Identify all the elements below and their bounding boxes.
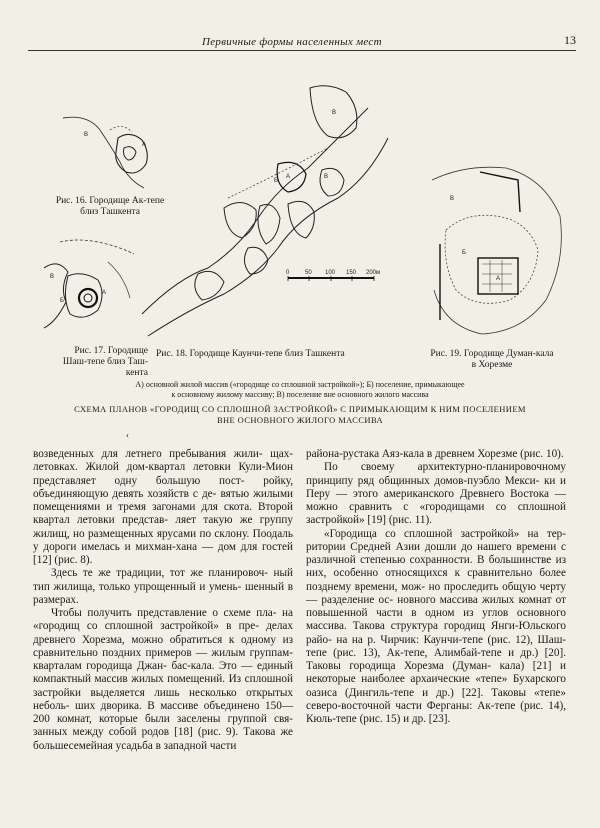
text-line: бас-кала. Это — единый компактный массив <box>33 660 294 686</box>
fig19-label-b: Б <box>462 250 466 256</box>
text-line: Кули-Мион представляет одну большую пост- <box>33 461 293 487</box>
figure-legend <box>0 380 600 400</box>
scale-label-100: 100 <box>325 270 336 276</box>
fig17-label-a: А <box>102 290 107 296</box>
scale-label-50: 50 <box>305 270 312 276</box>
legend-line2: к основному жилому массиву; В) поселение вне основного жилого массива <box>171 390 429 399</box>
text-line: Шаш-тепе (рис. 13), Ак-тепе, Алимбай-тепе <box>306 633 567 659</box>
fig17-label-b: Б <box>60 298 64 304</box>
figure-16-caption-line2: близ Ташкента <box>80 207 140 217</box>
fig17-label-v: В <box>50 274 55 280</box>
fig18-label-b: Б <box>274 178 278 184</box>
figure-17-plan <box>38 232 148 342</box>
text-line: делах древнего Хорезма, можно обратиться <box>33 620 293 646</box>
figure-18-plan <box>138 78 400 340</box>
text-line: принципу ряд общинных домов-пуэбло Мекси- <box>306 474 540 487</box>
text-line: возведенных для летнего пребывания жили- <box>33 448 263 460</box>
scale-label-0: 0 <box>286 270 290 276</box>
fig16-label-v: В <box>84 132 89 138</box>
page-header <box>28 30 576 52</box>
right-column <box>306 448 566 726</box>
text-line: и др.) [20]. Таковы городища Хорезма (Думан- <box>306 646 567 672</box>
text-line: ляет такую же группу жилищ, но размещенных <box>33 514 293 540</box>
text-line: Здесь те же традиции, тот же планировоч- <box>51 567 268 580</box>
paragraph <box>33 607 293 753</box>
text-line: шенный в размерах. <box>33 580 294 606</box>
figure-16-caption-line1: Рис. 16. Городище Ак-тепе <box>55 196 165 206</box>
text-line: жилым группам-кварталам городища Джан- <box>33 646 293 672</box>
scale-label-150: 150 <box>346 270 357 276</box>
scheme-title <box>0 404 600 426</box>
paragraph <box>33 448 293 567</box>
text-line: для скота. Второй квартал летовки представ- <box>33 501 293 527</box>
figure-17-caption-line3: кента <box>125 368 148 378</box>
running-title: Первичные формы населенных мест <box>202 36 382 48</box>
text-line: на «городищ со сплошной застройкой» в пре- <box>33 607 293 633</box>
text-line: и михман-хана — дом для гостей [12] (рис. 8). <box>33 540 293 566</box>
text-line: занных между собой родов [18] (рис. 9). Такова <box>33 726 276 739</box>
text-line: (рис. 15) и др. [23]. <box>359 713 451 725</box>
text-line: В большинстве из них, особенно относящихся <box>306 554 566 580</box>
fig18-label-a: А <box>286 174 291 180</box>
text-line: По своему архитектурно-планировочному <box>324 461 566 474</box>
figure-17-caption-line2: Шаш-тепе близ Таш- <box>62 357 148 367</box>
text-line: ный тип жилища, только упрощенный и умень- <box>33 567 294 593</box>
page-number: 13 <box>564 33 576 47</box>
paragraph <box>306 448 566 461</box>
fig19-label-v: В <box>450 196 455 202</box>
figure-19-caption <box>408 349 576 371</box>
figure-19-caption-line2: в Хорезме <box>471 360 513 370</box>
paragraph <box>306 461 566 527</box>
text-line: комнат, которые были заселены группой свя- <box>56 713 293 725</box>
text-line: же большесемейная усадьба в западной части <box>33 726 293 752</box>
figure-19-plan <box>426 160 566 340</box>
text-line: на на р. Чирчик: Каунчи-тепе (рис. 12), <box>336 633 533 646</box>
fig16-label-a: А <box>142 142 147 148</box>
fig18-label-v-top: В <box>332 110 337 116</box>
paragraph <box>33 567 293 607</box>
scheme-title-line2: ВНЕ ОСНОВНОГО ЖИЛОГО МАССИВА <box>216 415 384 425</box>
text-line: ших дворика. В массиве объединено 150—200 <box>33 699 294 725</box>
text-line: ритории Средней Азии дошли до нашего <box>306 540 512 553</box>
text-line: щах-летовках. Жилой дом-квартал летовки <box>33 448 294 474</box>
text-line: ки и Перу — этого американского Древнего <box>306 474 567 500</box>
figure-19-caption-line1: Рис. 19. Городище Думан-кала <box>430 349 554 359</box>
text-line: но проследить общую черту — разделение ос- <box>306 580 567 606</box>
text-line: ройку, объединяющую девять хозяйств с де- <box>33 474 293 500</box>
text-line: выделяется лишь несколько открытых неболь- <box>33 686 293 712</box>
text-line: жилых помещений. Из сплошной застройки <box>33 673 293 699</box>
text-line: ярусами по склону. Поодаль у дороги имелась <box>33 527 293 553</box>
text-line: к сравнительно более позднему времени, мож- <box>306 567 566 593</box>
text-line: Ферганы: Ак-тепе (рис. 14), Кюль-тепе <box>306 699 567 725</box>
text-line: к одному из сравнительно поздних примеров — <box>33 633 293 659</box>
left-column <box>33 448 293 753</box>
text-line: Востока — можно сравнить с «городищами со <box>306 487 566 513</box>
figure-17-caption-line1: Рис. 17. Городище <box>74 346 148 356</box>
text-line: «тепе» Бухарского оазиса (Дингиль-тепе и <box>306 673 566 699</box>
text-line: др.) [22]. Таковы «тепе» северо-восточной части <box>306 686 566 712</box>
text-line: части в одном из углов основного массива. <box>306 607 567 633</box>
header-rule <box>28 50 576 51</box>
fig18-label-v-right: В <box>324 174 329 180</box>
text-line: вятью жилыми помещениями и тремя загонами <box>33 487 294 513</box>
scheme-title-line1: СХЕМА ПЛАНОВ «ГОРОДИЩ СО СПЛОШНОЙ ЗАСТРОЙКОЙ» С ПРИМЫКАЮЩИМ К НИМ ПОСЕЛЕНИЕМ <box>74 404 526 414</box>
text-line: района-рустака Аяз-кала в древнем Хорезме <box>306 448 518 460</box>
legend-line1: А) основной жилой массив («городище со сплошной застройкой»); Б) поселение, примыкающее <box>135 380 465 389</box>
fig19-label-a: А <box>496 276 501 282</box>
scale-label-200: 200м <box>366 270 381 276</box>
text-line: кала) [21] и некоторые наиболее архаические <box>306 660 567 686</box>
text-line: Чтобы получить представление о схеме пла- <box>51 607 277 619</box>
text-line: (рис. 10). <box>520 448 564 460</box>
figure-17-caption <box>36 346 148 379</box>
text-line: «Городища со сплошной застройкой» на тер- <box>324 527 566 540</box>
paragraph <box>306 528 566 727</box>
text-line: Такова структура городищ Янги-Юльского райо- <box>306 620 566 646</box>
stray-mark: ‹ <box>126 430 129 440</box>
text-line: новного массива жилых комнат от повышенной <box>306 593 566 619</box>
text-line: сплошной застройкой» [19] (рис. 11). <box>306 501 566 527</box>
figure-18-caption: Рис. 18. Городище Каунчи-тепе близ Ташкента <box>156 349 345 359</box>
text-line: времени с различной степенью сохранности. <box>306 540 567 566</box>
